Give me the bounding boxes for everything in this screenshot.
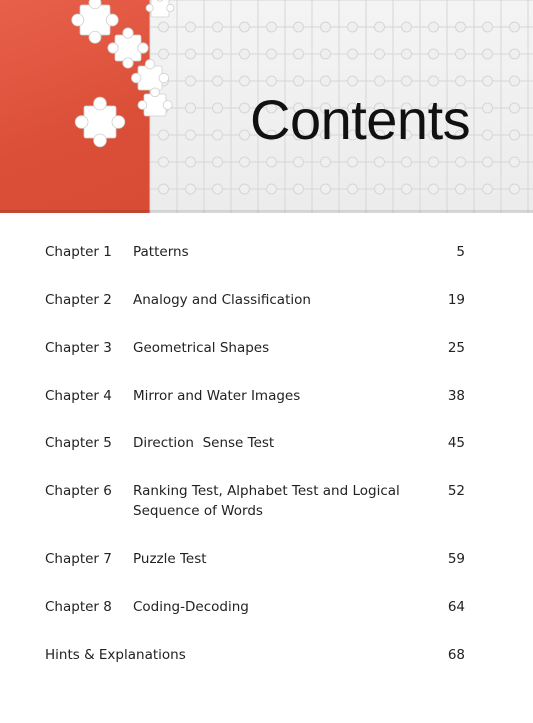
- toc-page-number: 59: [447, 551, 465, 567]
- puzzle-knob: [240, 22, 250, 32]
- puzzle-knob: [483, 130, 493, 140]
- puzzle-knob: [510, 130, 520, 140]
- puzzle-knob: [402, 22, 412, 32]
- puzzle-knob: [348, 22, 358, 32]
- toc-page-number: 52: [447, 483, 465, 499]
- puzzle-knob: [456, 184, 466, 194]
- puzzle-knob: [375, 157, 385, 167]
- puzzle-knob: [510, 22, 520, 32]
- toc-page-number: 19: [447, 292, 465, 308]
- puzzle-knob: [321, 184, 331, 194]
- puzzle-knob: [213, 157, 223, 167]
- puzzle-knob: [402, 184, 412, 194]
- puzzle-knob: [456, 157, 466, 167]
- puzzle-knob: [186, 76, 196, 86]
- puzzle-knob: [483, 49, 493, 59]
- puzzle-knob: [456, 49, 466, 59]
- puzzle-knob: [240, 49, 250, 59]
- puzzle-knob: [348, 76, 358, 86]
- puzzle-knob: [348, 157, 358, 167]
- puzzle-knob: [483, 103, 493, 113]
- toc-chapter-label: Chapter 3: [45, 340, 112, 356]
- puzzle-knob: [186, 103, 196, 113]
- puzzle-knob: [402, 76, 412, 86]
- toc-chapter-label: Chapter 2: [45, 292, 112, 308]
- puzzle-knob: [294, 22, 304, 32]
- toc-title: Hints & Explanations: [45, 647, 186, 663]
- puzzle-knob: [348, 184, 358, 194]
- toc-page-number: 5: [456, 244, 465, 260]
- toc-chapter-label: Chapter 7: [45, 551, 112, 567]
- puzzle-knob: [213, 49, 223, 59]
- toc-title: Coding-Decoding: [133, 599, 249, 615]
- puzzle-knob: [159, 130, 169, 140]
- puzzle-knob: [429, 76, 439, 86]
- puzzle-knob: [267, 22, 277, 32]
- toc-page-number: 38: [447, 388, 465, 404]
- toc-chapter-label: Chapter 6: [45, 483, 112, 499]
- toc-chapter-label: Chapter 8: [45, 599, 112, 615]
- toc-chapter-label: Chapter 4: [45, 388, 112, 404]
- puzzle-knob: [267, 157, 277, 167]
- puzzle-knob: [429, 22, 439, 32]
- puzzle-knob: [429, 157, 439, 167]
- toc-page-number: 64: [447, 599, 465, 615]
- toc-chapter-label: Chapter 5: [45, 435, 112, 451]
- toc-page-number: 25: [447, 340, 465, 356]
- puzzle-knob: [213, 76, 223, 86]
- toc-title: Puzzle Test: [133, 551, 207, 567]
- puzzle-knob: [429, 49, 439, 59]
- header-shadow: [0, 210, 533, 213]
- puzzle-knob: [510, 49, 520, 59]
- toc-title: Direction Sense Test: [133, 435, 275, 451]
- puzzle-piece-icon: [75, 97, 125, 147]
- puzzle-knob: [240, 76, 250, 86]
- puzzle-knob: [240, 157, 250, 167]
- puzzle-knob: [186, 157, 196, 167]
- toc-chapter-label: Chapter 1: [45, 244, 112, 260]
- puzzle-knob: [294, 184, 304, 194]
- puzzle-knob: [267, 76, 277, 86]
- page-title: Contents: [250, 88, 471, 151]
- puzzle-knob: [483, 76, 493, 86]
- puzzle-knob: [456, 22, 466, 32]
- puzzle-knob: [348, 49, 358, 59]
- puzzle-knob: [321, 22, 331, 32]
- puzzle-knob: [213, 22, 223, 32]
- puzzle-knob: [456, 76, 466, 86]
- puzzle-knob: [159, 49, 169, 59]
- puzzle-knob: [186, 22, 196, 32]
- puzzle-knob: [429, 184, 439, 194]
- puzzle-knob: [294, 76, 304, 86]
- toc-title: Patterns: [133, 244, 189, 260]
- puzzle-knob: [321, 76, 331, 86]
- puzzle-knob: [186, 184, 196, 194]
- puzzle-knob: [483, 157, 493, 167]
- puzzle-knob: [186, 130, 196, 140]
- puzzle-knob: [186, 49, 196, 59]
- puzzle-knob: [483, 22, 493, 32]
- puzzle-knob: [375, 76, 385, 86]
- puzzle-knob: [213, 103, 223, 113]
- puzzle-knob: [213, 184, 223, 194]
- toc-title: Mirror and Water Images: [133, 388, 301, 404]
- toc-title: Ranking Test, Alphabet Test and Logical Sequence of Words: [133, 483, 400, 519]
- toc-title: Analogy and Classification: [133, 292, 311, 308]
- puzzle-piece-icon: [108, 28, 148, 68]
- puzzle-knob: [240, 103, 250, 113]
- puzzle-knob: [510, 76, 520, 86]
- puzzle-knob: [510, 157, 520, 167]
- toc-title: Geometrical Shapes: [133, 340, 270, 356]
- puzzle-knob: [267, 184, 277, 194]
- puzzle-knob: [159, 22, 169, 32]
- puzzle-knob: [213, 130, 223, 140]
- puzzle-knob: [267, 49, 277, 59]
- header-banner: [0, 0, 533, 213]
- puzzle-knob: [294, 49, 304, 59]
- puzzle-piece-icon: [72, 0, 119, 43]
- puzzle-knob: [240, 184, 250, 194]
- puzzle-knob: [159, 157, 169, 167]
- puzzle-knob: [510, 103, 520, 113]
- puzzle-knob: [375, 22, 385, 32]
- puzzle-knob: [321, 49, 331, 59]
- puzzle-knob: [375, 184, 385, 194]
- puzzle-knob: [483, 184, 493, 194]
- puzzle-knob: [240, 130, 250, 140]
- puzzle-knob: [321, 157, 331, 167]
- puzzle-knob: [159, 184, 169, 194]
- puzzle-knob: [375, 49, 385, 59]
- toc-page-number: 45: [447, 435, 465, 451]
- puzzle-knob: [402, 49, 412, 59]
- puzzle-knob: [294, 157, 304, 167]
- puzzle-knob: [510, 184, 520, 194]
- toc-page-number: 68: [447, 647, 465, 663]
- puzzle-knob: [402, 157, 412, 167]
